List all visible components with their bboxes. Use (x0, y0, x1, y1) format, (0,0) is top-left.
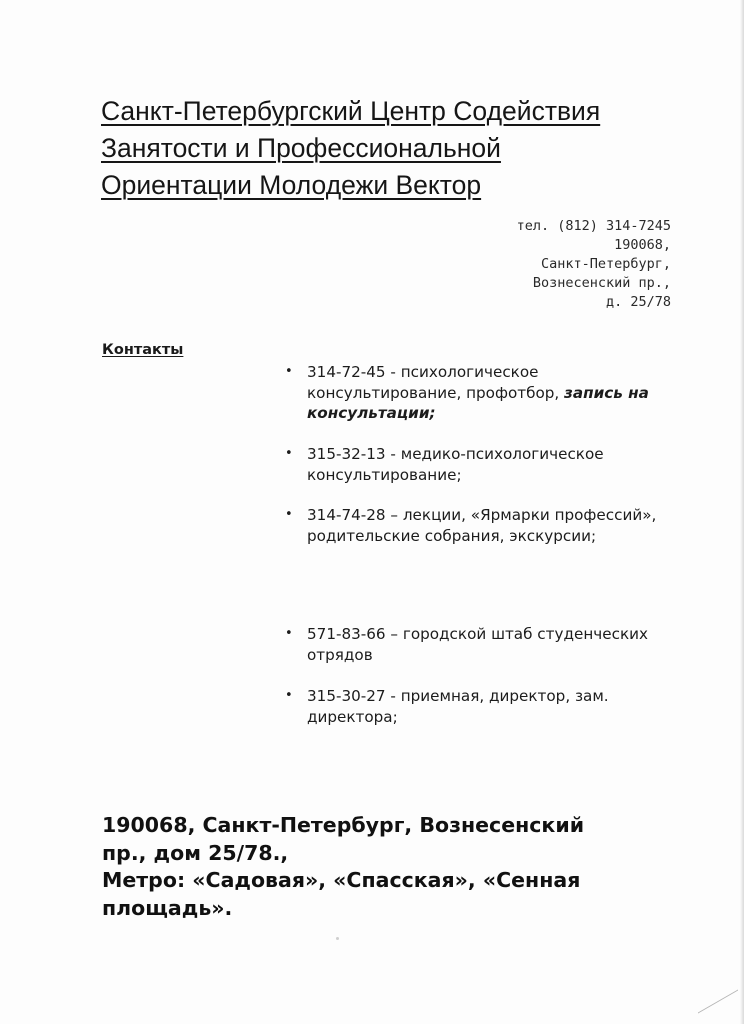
title-line-3: Ориентации Молодежи Вектор (101, 170, 482, 200)
page-edge-shadow (740, 0, 744, 1024)
footer-line-4: площадь». (102, 895, 233, 920)
contact-text: 315-32-13 - медико-психологическое консультирование; (307, 445, 604, 484)
footer-address (102, 812, 662, 922)
organization-title (101, 93, 661, 204)
scan-speck (336, 937, 339, 940)
list-item (285, 362, 687, 424)
list-item (285, 505, 687, 546)
bullet-icon: • (285, 507, 293, 522)
footer-line-2: пр., дом 25/78., (102, 840, 289, 865)
footer-line-3: Метро: «Садовая», «Спасская», «Сенная (102, 868, 581, 892)
list-item (285, 444, 687, 485)
contact-text: 314-72-45 - психологическое консультирование, профотбор, запись на консультации; (307, 363, 649, 422)
address-block (517, 217, 671, 312)
contacts-heading: Контакты (102, 342, 184, 358)
list-item (285, 686, 687, 727)
contact-text: 571-83-66 – городской штаб студенческих отрядов (307, 625, 648, 664)
postcode-line: 190068, (614, 237, 671, 253)
bullet-icon: • (285, 626, 293, 641)
contact-emphasis: запись на консультации; (307, 383, 649, 422)
title-line-1: Санкт-Петербургский Центр Содействия (101, 96, 601, 126)
bullet-icon: • (285, 446, 293, 461)
footer-line-1: 190068, Санкт-Петербург, Вознесенский (102, 813, 585, 837)
house-line: д. 25/78 (605, 294, 671, 310)
phone-line: тел. (812) 314-7245 (516, 218, 671, 234)
bullet-icon: • (285, 364, 293, 379)
contact-text: 315-30-27 - приемная, директор, зам. директора; (307, 687, 609, 726)
bullet-icon: • (285, 688, 293, 703)
city-line: Санкт-Петербург, (540, 256, 671, 272)
street-line: Вознесенский пр., (532, 275, 671, 291)
title-line-2: Занятости и Профессиональной (101, 133, 501, 163)
page-corner-fold (698, 959, 738, 1013)
contact-text: 314-74-28 – лекции, «Ярмарки профессий», родительские собрания, экскурсии; (307, 506, 657, 545)
list-item (285, 624, 687, 665)
